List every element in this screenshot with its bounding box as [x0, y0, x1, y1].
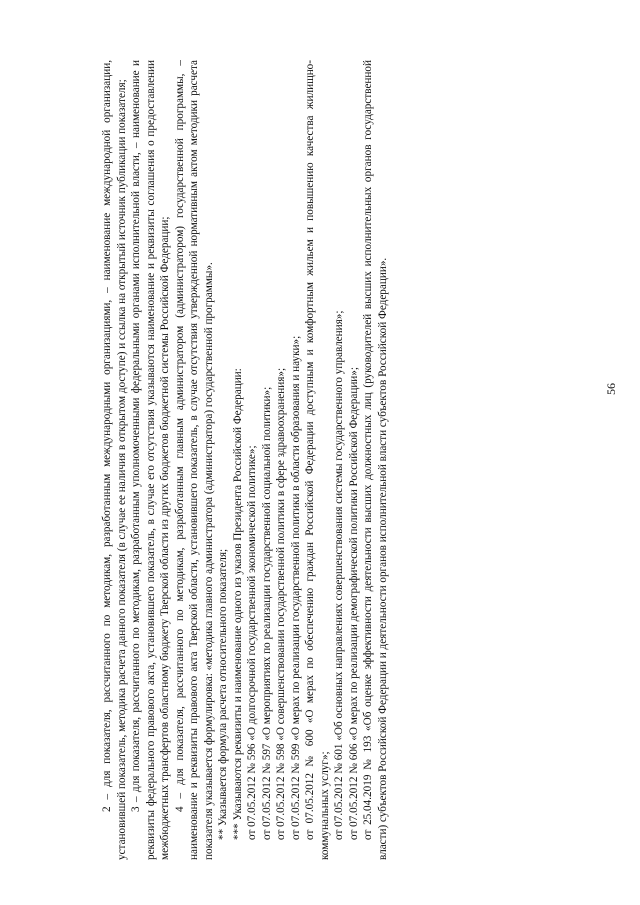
list-item: от 25.04.2019 № 193 «Об оценке эффективности деятельности высших должностных лиц (руководителей высших исполнительных органов государственной власти) субъектов Российской Федерации и деятельности органов исполнительной власти субъектов Российской Федерации». — [362, 60, 389, 860]
paragraph: 2 – для показателя, рассчитанного по методикам, разработанным международными организациями, – наименование международной организации, установившей показатель, методика расчета данного показателя (в случае ее наличия в открытом доступе) и ссылка на открытый источник публикации показателя; — [101, 60, 128, 860]
page-number: 56 — [604, 383, 618, 395]
footnotes-block — [100, 60, 530, 860]
list-item: от 07.05.2012 № 598 «О совершенствовании государственной политики в сфере здравоохранения»; — [275, 367, 287, 840]
paragraph: *** Указываются реквизиты и наименование одного из указов Президента Российской Федерации: — [231, 368, 244, 840]
paragraph: 3 – для показателя, рассчитанного по методикам, разработанным уполномоченными федеральными органами исполнительной власти, – наименование и реквизиты федерального правового акта, установившего показатель, в случае его отсутствия указываются наименование и реквизиты соглашения о предоставлении межбюджетных трансфертов областному бюджету Тверской области из других бюджетов бюджетной системы Российской Федерации; — [130, 60, 171, 860]
list-item: от 07.05.2012 № 599 «О мерах по реализации государственной политики в области образования и науки»; — [289, 335, 302, 840]
paragraph: ** Указывается формула расчета относительного показателя; — [217, 548, 229, 840]
paragraph: 4 – для показателя, рассчитанного по методикам, разработанным главным администратором (администратором) государственной программы, – наименование и реквизиты правового акта Тверской области, установившего показатель, в случае отсутствия утвержденной нормативным актом методики расчета показателя указывается формулировка: «методика главного администратора (администратора) государственной программы». — [173, 60, 215, 860]
list-item: от 07.05.2012 № 596 «О долгосрочной государственной экономической политике»; — [246, 445, 258, 840]
list-item: от 07.05.2012 № 601 «Об основных направлениях совершенствования системы государственного управления»; — [333, 310, 345, 840]
list-item: от 07.05.2012 № 606 «О мерах по реализации демографической политики Российской Федерации»; — [347, 367, 360, 840]
list-item: от 07.05.2012 № 597 «О мероприятиях по реализации государственной социальной политики»; — [260, 386, 273, 840]
list-item: от 07.05.2012 № 600 «О мерах по обеспечению граждан Российской Федерации доступным и комфортным жильем и повышению качества жилищно-коммунальных услуг»; — [304, 60, 331, 860]
